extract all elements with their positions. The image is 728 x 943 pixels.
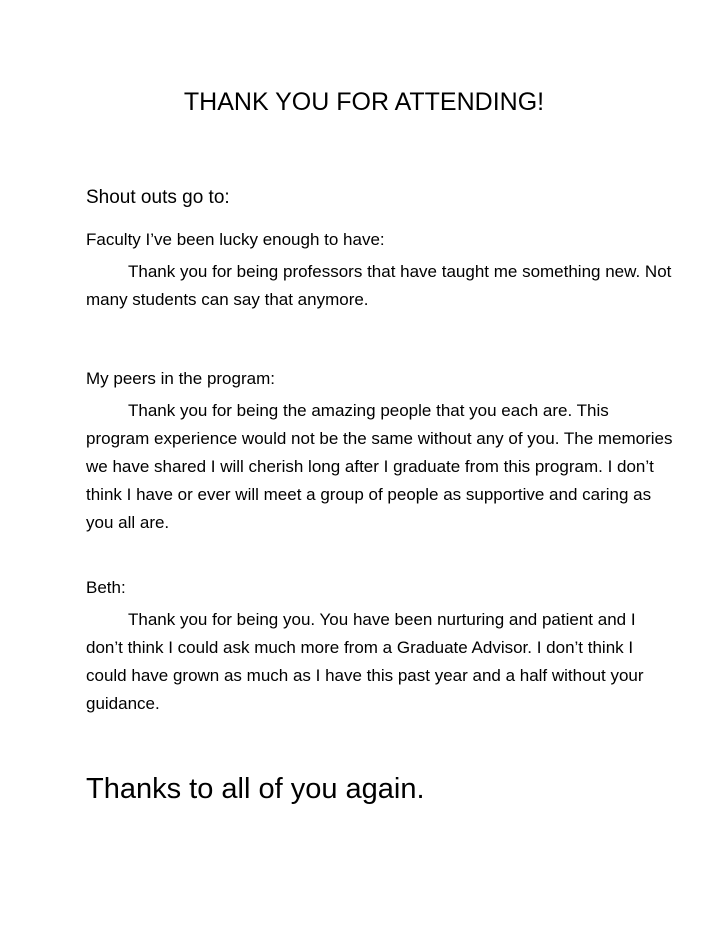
section-peers	[86, 367, 676, 537]
section-heading-beth: Beth:	[86, 578, 126, 597]
section-faculty	[86, 228, 676, 314]
page-title: THANK YOU FOR ATTENDING!	[183, 88, 545, 116]
section-body-peers: Thank you for being the amazing people that you each are. This program experience would not be the same without any of you. The memories we have shared I will cherish long after I graduate from this program. I don’t think I have or ever will meet a group of people as supportive and caring as you all are.	[86, 401, 673, 532]
section-body-faculty: Thank you for being professors that have taught me something new. Not many students can say that anymore.	[86, 262, 672, 309]
section-body-beth: Thank you for being you. You have been nurturing and patient and I don’t think I could ask much more from a Graduate Advisor. I don’t think I could have grown as much as I have this past year and a half without your guidance.	[86, 610, 644, 713]
section-beth	[86, 576, 676, 718]
section-heading-peers: My peers in the program:	[86, 369, 275, 388]
closing-line: Thanks to all of you again.	[86, 773, 425, 805]
shout-outs-heading: Shout outs go to:	[86, 187, 230, 208]
section-heading-faculty: Faculty I’ve been lucky enough to have:	[86, 230, 385, 249]
